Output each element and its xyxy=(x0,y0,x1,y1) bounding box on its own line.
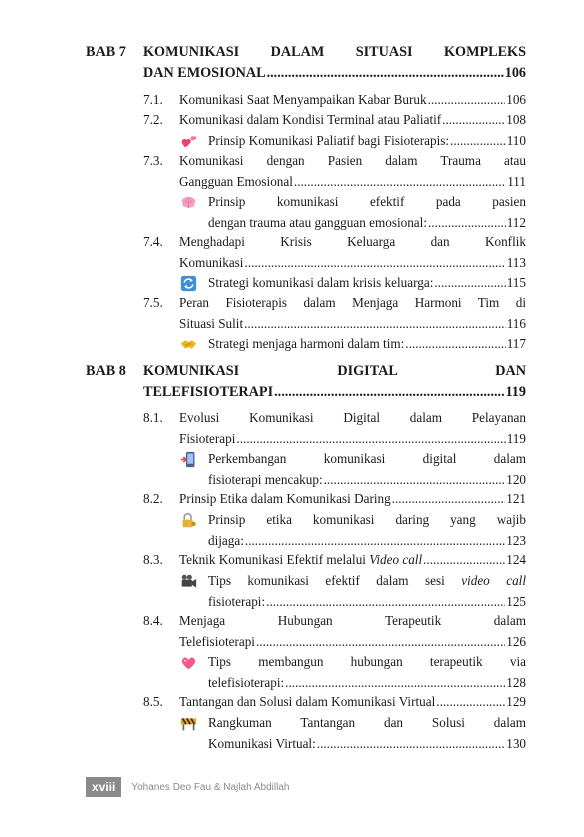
entry-title-line2: Fisioterapi xyxy=(179,430,236,446)
subentry-title-line2: dengan trauma atau gangguan emosional: xyxy=(208,214,427,230)
chapter-number: BAB 8 xyxy=(86,363,126,379)
entry-title-line2: Telefisioterapi xyxy=(179,633,255,649)
entry-title-line2: Situasi Sulit xyxy=(179,315,244,331)
footer-authors: Yohanes Deo Fau & Najlah Abdillah xyxy=(131,781,290,793)
dot-leader xyxy=(450,131,506,152)
chapter-title-line2: TELEFISIOTERAPI xyxy=(143,384,274,400)
subentry-title-plain: Tips komunikasi efektif dalam sesi xyxy=(208,573,462,588)
entry-page: 126 xyxy=(506,633,526,649)
dot-leader xyxy=(244,314,506,335)
dot-leader xyxy=(324,470,506,491)
entry-title-line1: Menghadapi Krisis Keluarga dan Konflik xyxy=(179,234,526,249)
dot-leader xyxy=(285,673,505,694)
subentry-title: Prinsip Komunikasi Paliatif bagi Fisioterapis: xyxy=(208,133,450,148)
subentry-title-line2: fisioterapi mencakup: xyxy=(208,471,323,487)
dot-leader xyxy=(434,273,505,294)
entry-page: 113 xyxy=(506,254,526,270)
subentry-title-line1: Tips membangun hubungan terapeutik via xyxy=(208,654,526,669)
dot-leader xyxy=(428,213,506,234)
entry-number: 7.1. xyxy=(143,92,163,107)
dot-leader xyxy=(245,531,505,552)
subentry-title-line1: Prinsip etika komunikasi daring yang wajib xyxy=(208,512,526,527)
dot-leader xyxy=(405,334,505,355)
entry-number: 8.1. xyxy=(143,410,163,425)
entry-page: 111 xyxy=(507,173,526,189)
entry-page: 116 xyxy=(506,315,526,331)
subentry-page: 128 xyxy=(506,674,526,690)
entry-page: 106 xyxy=(506,92,526,107)
refresh-arrows-icon xyxy=(180,275,197,292)
dot-leader xyxy=(294,172,506,193)
chapter-page: 106 xyxy=(504,65,526,81)
entry-title-line2: Gangguan Emosional xyxy=(179,173,293,189)
entry-title-line1: Peran Fisioterapis dalam Menjaga Harmoni Tim di xyxy=(179,295,526,310)
entry-title: Tantangan dan Solusi dalam Komunikasi Virtual xyxy=(179,694,436,709)
subentry-title-line2: dijaga: xyxy=(208,532,244,548)
entry-page: 121 xyxy=(506,491,526,506)
chapter-title-line1: KOMUNIKASI DIGITAL DAN xyxy=(143,363,526,379)
construction-barrier-icon xyxy=(180,715,197,732)
dot-leader xyxy=(244,253,505,274)
subentry-page: 120 xyxy=(506,471,526,487)
subentry-title-line2: telefisioterapi: xyxy=(208,674,285,690)
subentry-page: 112 xyxy=(506,214,526,230)
page-footer xyxy=(86,777,289,797)
dot-leader xyxy=(274,382,504,403)
page-number-badge: xviii xyxy=(86,777,121,797)
subentry-page: 123 xyxy=(506,532,526,548)
subentry-page: 130 xyxy=(506,735,526,751)
mobile-arrow-icon xyxy=(180,451,197,468)
dot-leader xyxy=(423,550,505,571)
chapter-8 xyxy=(86,361,526,403)
entry-number: 7.4. xyxy=(143,234,163,249)
dot-leader xyxy=(392,489,506,510)
subentry-title-line1 xyxy=(208,571,526,592)
subentry-page: 117 xyxy=(506,336,526,351)
dot-leader xyxy=(236,429,505,450)
chapter-title-line1: KOMUNIKASI DALAM SITUASI KOMPLEKS xyxy=(143,44,526,60)
entry-title-line1: Evolusi Komunikasi Digital dalam Pelayanan xyxy=(179,410,526,425)
dot-leader xyxy=(266,592,505,613)
entry-title-plain: Teknik Komunikasi Efektif melalui xyxy=(179,552,370,567)
dot-leader xyxy=(256,632,505,653)
entry-number: 8.5. xyxy=(143,694,163,709)
subentry-title-line2: fisioterapi: xyxy=(208,593,266,609)
subentry-title-italic: video call xyxy=(461,573,526,588)
dot-leader xyxy=(436,692,505,713)
subentry-title-line1: Prinsip komunikasi efektif pada pasien xyxy=(208,194,526,209)
entry-title: Komunikasi dalam Kondisi Terminal atau Paliatif xyxy=(179,112,442,127)
two-hearts-icon xyxy=(180,133,197,150)
entry-number: 7.5. xyxy=(143,295,163,310)
entry-page: 108 xyxy=(506,112,526,127)
entry-title-italic: Video call xyxy=(369,552,423,567)
subentry-title-line1: Rangkuman Tantangan dan Solusi dalam xyxy=(208,715,526,730)
entry-number: 8.3. xyxy=(143,552,163,567)
entry-page: 129 xyxy=(506,694,526,709)
entry-title-line1: Menjaga Hubungan Terapeutik dalam xyxy=(179,613,526,628)
subentry-title-line2: Komunikasi Virtual: xyxy=(208,735,316,751)
chapter-title-line2: DAN EMOSIONAL xyxy=(143,65,266,81)
subentry-page: 125 xyxy=(506,593,526,609)
entry-number: 7.3. xyxy=(143,153,163,168)
subentry-title: Strategi komunikasi dalam krisis keluarga: xyxy=(208,275,434,290)
entry-title-line1: Komunikasi dengan Pasien dalam Trauma atau xyxy=(179,153,526,168)
entry-title xyxy=(179,550,422,571)
dot-leader xyxy=(428,90,506,111)
entry-title: Komunikasi Saat Menyampaikan Kabar Buruk xyxy=(179,92,427,107)
dot-leader xyxy=(317,734,505,755)
entry-title-line2: Komunikasi xyxy=(179,254,244,270)
subentry-page: 110 xyxy=(506,133,526,148)
entry-number: 7.2. xyxy=(143,112,163,127)
chapter-7 xyxy=(86,42,526,84)
chapter-number: BAB 7 xyxy=(86,44,126,60)
sparkling-heart-icon xyxy=(180,654,197,671)
entry-title: Prinsip Etika dalam Komunikasi Daring xyxy=(179,491,391,506)
handshake-icon xyxy=(180,336,197,353)
entry-page: 119 xyxy=(506,430,526,446)
video-camera-icon xyxy=(180,573,197,590)
brain-icon xyxy=(180,194,197,211)
entry-number: 8.4. xyxy=(143,613,163,628)
dot-leader xyxy=(267,63,504,84)
chapter-page: 119 xyxy=(505,384,526,400)
subentry-page: 115 xyxy=(506,275,526,290)
entry-number: 8.2. xyxy=(143,491,163,506)
subentry-title: Strategi menjaga harmoni dalam tim: xyxy=(208,336,405,351)
lock-key-icon xyxy=(180,512,197,529)
dot-leader xyxy=(442,110,505,131)
entry-page: 124 xyxy=(506,552,526,567)
subentry-title-line1: Perkembangan komunikasi digital dalam xyxy=(208,451,526,466)
